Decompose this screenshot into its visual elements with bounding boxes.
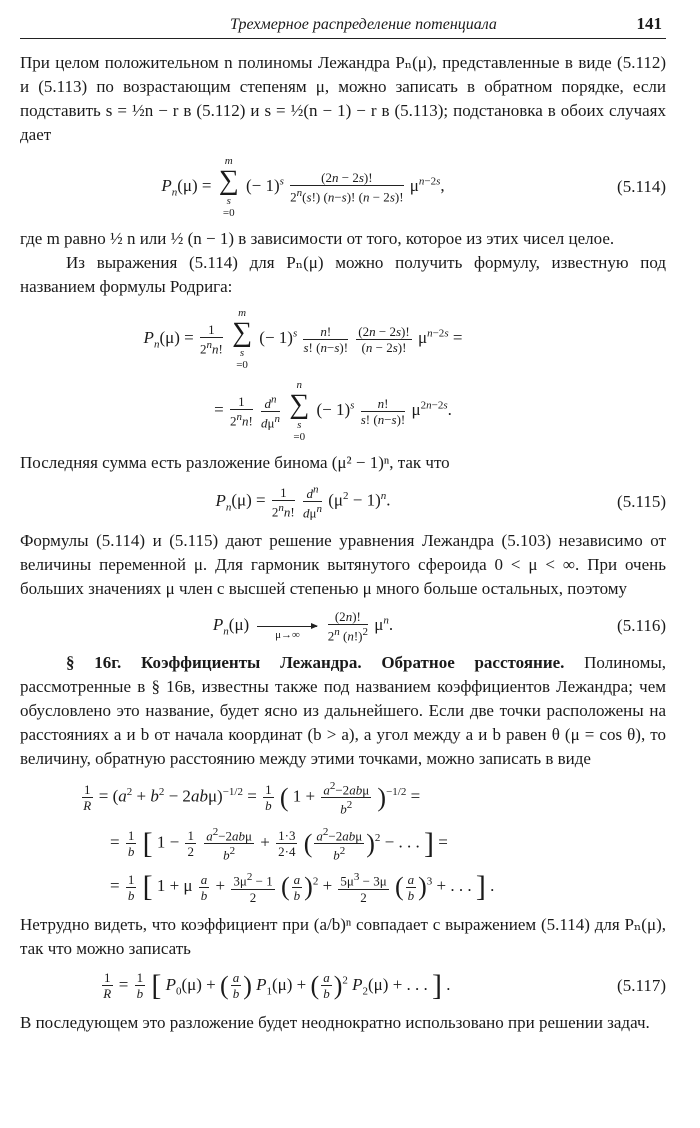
equation-number-5-116: (5.116) — [617, 615, 666, 635]
equation-inverse-distance-2: = $\frac{1}{b}$ [ 1 − $\frac{1}{2}$ $\frac{a^2-2ab\mu}{b^2}$ + $\frac{1\cdot 3}{2\cdot 4}$ ( $\frac{a^2-2ab\mu}{b^2}$ )$^2$ − . . . ] = — [110, 825, 448, 863]
equation-rodrigues-2: = $\frac{1}{2^nn!}$ $\frac{d^n}{d\mu^n}$ n ∑ s =0 (− 1)$^s$ $\frac{n!}{s! (n-s)!}$ $\mu^{2n-2s}$. — [214, 379, 452, 443]
equation-number-5-114: (5.114) — [617, 177, 666, 196]
equation-inverse-distance-1: $\frac{1}{R}$ = $(a^2 + b^2 - 2ab\mu)^{-1/2}$ = $\frac{1}{b}$ ( 1 + $\frac{a^2-2ab\mu}{b^2}$ )$^{-1/2}$ = — [83, 779, 421, 817]
paragraph-5: Формулы (5.114) и (5.115) дают решение уравнения Лежандра (5.103) независимо от величины переменной μ. Для гармоник вытянутого сфероида 0 < μ < ∞. При очень больших значениях μ член с высшей степенью μ много больше остальных, поэтому — [20, 530, 666, 598]
page-number: 141 — [636, 14, 662, 33]
equation-5-115: $P_n(\mu)$ = $\frac{1}{2^nn!}$ $\frac{d^n}{d\mu^n}$ $(\mu^2 - 1)^n$. (5.115) — [215, 484, 666, 521]
running-title: Трехмерное распределение потенциала — [230, 16, 497, 33]
equation-rodrigues-1: $P_n(\mu)$ = $\frac{1}{2^nn!}$ m ∑ s =0 (− 1)$^s$ $\frac{n!}{s! (n-s)!}$ $\frac{(2n - 2s)!}{(n - 2s)!}$ $\mu^{n-2s}$ = — [143, 307, 463, 371]
paragraph-7: Нетрудно видеть, что коэффициент при (a/b)ⁿ совпадает с выражением (5.114) для Pₙ(μ), так что можно записать — [20, 914, 666, 958]
paragraph-6-text: Полиномы, рассмотренные в § 16в, известны также под названием коэффициентов Лежандра; чем обусловлено это название, будет ясно из дальнейшего. Если две точки расположены на расстояниях a и b от начала координат (b > a), а угол между a и b равен θ (μ = cos θ), то величину, обратную расстоянию между этими точками, можно записать в виде — [20, 652, 666, 768]
equation-inverse-distance-3: = $\frac{1}{b}$ [ 1 + μ $\frac{a}{b}$ + $\frac{3\mu^2 - 1}{2}$ ( $\frac{a}{b}$ )$^2$ + $\frac{5\mu^3 - 3\mu}{2}$ ( $\frac{a}{b}$ )$^3$ + . . . ] . — [110, 870, 495, 905]
equation-number-5-117: (5.117) — [617, 975, 666, 995]
paragraph-1: При целом положительном n полиномы Лежандра Pₙ(μ), представленные в виде (5.112) и (5.113) по возрастающим степеням μ, можно записать в обратном порядке, если подставить s = ½n − r в (5.112) и s = ½(n − 1) − r в (5.113); подстановка в обоих случаях дает — [20, 53, 666, 144]
equation-5-116: $P_n(\mu)$ μ→∞ $\frac{(2n)!}{2^n (n!)^2}$ $\mu^n$. (5.116) — [212, 608, 666, 643]
equation-5-114: $P_n(\mu)$ = m ∑ s =0 (− 1)$^s$ $\frac{(2n - 2s)!}{2^n(s!) (n-s)! (n - 2s)!}$ $\mu^{n-2s}$, (5.114) — [161, 155, 666, 219]
paragraph-8: В последующем это разложение будет неоднократно использовано при решении задач. — [20, 1012, 650, 1032]
paragraph-3: Из выражения (5.114) для Pₙ(μ) можно получить формулу, известную под названием формулы Родрига: — [20, 253, 666, 296]
running-header — [20, 14, 666, 39]
paragraph-2: где m равно ½ n или ½ (n − 1) в зависимости от того, которое из этих чисел целое. — [20, 229, 615, 248]
section-title: § 16г. Коэффициенты Лежандра. Обратное расстояние. — [66, 652, 565, 672]
paragraph-4: Последняя сумма есть разложение бинома (μ² − 1)ⁿ, так что — [20, 453, 450, 472]
paragraph-6 — [20, 651, 666, 771]
equation-number-5-115: (5.115) — [617, 491, 666, 511]
equation-5-117: $\frac{1}{R}$ = $\frac{1}{b}$ [ $P_0(\mu)$ + ( $\frac{a}{b}$ ) $P_1(\mu)$ + ( $\frac{a}{b}$ )$^2$ $P_2(\mu)$ + . . . ] . (5.117) — [103, 968, 666, 1002]
